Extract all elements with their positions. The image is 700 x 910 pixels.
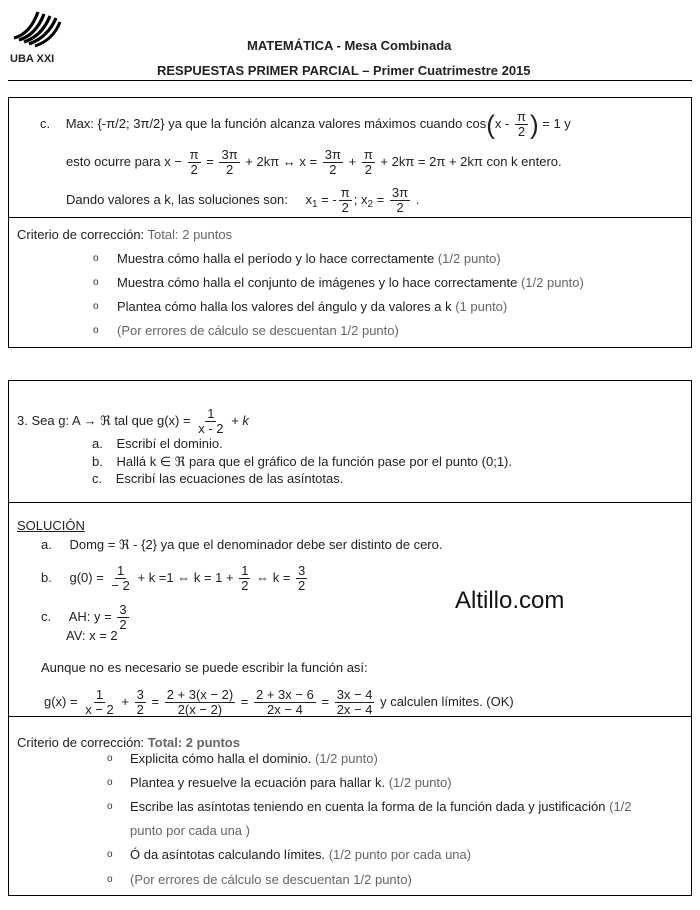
fraction: $\frac{2 + 3x - 6}{2x - 4}$ xyxy=(256,687,314,717)
b-mid2: ⇔ k = xyxy=(256,569,291,585)
plus-sign: + xyxy=(348,153,357,169)
item-text: Domg = ℜ - {2} ya que el denominador debe ser distinto de cero. xyxy=(69,537,443,552)
criteria-item-text: Plantea y resuelve la ecuación para hallar k. xyxy=(130,775,389,790)
criteria-item xyxy=(130,847,471,863)
criteria-item-points: (1/2 punto) xyxy=(314,751,378,766)
fraction: $\frac{3\pi}{2}$ xyxy=(221,147,238,177)
line2-iff: + 2kπ ↔ x = xyxy=(245,153,318,169)
criteria-item xyxy=(117,251,501,267)
criteria-item-text: Muestra cómo halla el período y lo hace correctamente xyxy=(117,251,438,266)
gx-label: g(x) = xyxy=(44,693,78,709)
bullet-icon: o xyxy=(107,777,113,788)
item-letter: c. xyxy=(92,471,103,486)
header-rule xyxy=(8,80,692,81)
bullet-icon: o xyxy=(93,277,99,288)
criteria-item xyxy=(130,799,632,815)
uba-xxi-logo-icon xyxy=(10,4,62,52)
problem3-item-b xyxy=(92,454,512,470)
period: . xyxy=(415,191,420,207)
watermark: Altillo.com xyxy=(455,587,565,614)
solution-formula xyxy=(44,688,514,717)
bullet-icon: o xyxy=(107,801,113,812)
criteria-item-text: Muestra cómo halla el conjunto de imágenes y lo hace correctamente xyxy=(117,275,521,290)
solution-note: Aunque no es necesario se puede escribir la función así: xyxy=(41,660,368,675)
fraction: $\frac{3}{2}$ xyxy=(119,602,127,632)
item-letter: c. xyxy=(41,608,52,624)
x1-sub: 1 xyxy=(311,198,318,210)
criteria-item-points: (Por errores de cálculo se descuentan 1/2 punto) xyxy=(130,872,412,887)
line2-x: x − xyxy=(164,153,183,169)
criteria-item xyxy=(117,323,399,339)
criteria-total: Total: 2 puntos xyxy=(147,735,240,750)
x1: x xyxy=(305,191,312,207)
ah: AH: y = xyxy=(68,608,112,624)
criteria-label: Criterio de corrección: xyxy=(17,735,145,750)
page-subtitle: RESPUESTAS PRIMER PARCIAL – Primer Cuatrimestre 2015 xyxy=(157,63,531,78)
fraction: $\frac{3\pi}{2}$ xyxy=(391,185,409,215)
criteria-item-text: Ó da asíntotas calculando límites. xyxy=(130,847,329,862)
bullet-icon: o xyxy=(107,849,113,860)
criteria-total: Total: 2 puntos xyxy=(147,227,233,242)
solution-av: AV: x = 2 xyxy=(66,628,118,643)
x2-eq: = xyxy=(376,191,385,207)
criteria-item-text: Plantea cómo halla los valores del ángulo y da valores a k xyxy=(117,299,456,314)
gx-label: g(x) = xyxy=(156,412,191,428)
solution-heading: SOLUCIÓN xyxy=(17,518,85,533)
criteria-item xyxy=(130,872,412,888)
item-text: Escribí las ecuaciones de las asíntotas. xyxy=(115,471,344,486)
criteria-item-points: (1/2 punto) xyxy=(437,251,501,266)
problem3-item-a xyxy=(92,436,223,452)
logo-text: UBA XXI xyxy=(10,53,55,65)
solution-b xyxy=(41,564,309,593)
g0: g(0) = xyxy=(69,569,104,585)
criteria-item xyxy=(130,823,250,839)
criteria-item xyxy=(117,299,507,315)
criteria2-heading xyxy=(17,735,240,751)
fraction: $\frac{3}{2}$ xyxy=(298,563,306,593)
item-text: Escribí el dominio. xyxy=(116,436,223,451)
section1-line1 xyxy=(40,110,571,139)
plus-sign: + xyxy=(121,693,129,709)
eq-sign: = xyxy=(206,153,214,169)
formula-tail: y calculen límites. (OK) xyxy=(380,693,514,709)
x2: x xyxy=(360,191,368,207)
fraction: $\frac{3x - 4}{2x - 4}$ xyxy=(336,687,373,717)
criteria-item xyxy=(130,751,378,767)
max-text: Max: {-π/2; 3π/2} ya que la función alcanza valores máximos cuando xyxy=(65,115,463,131)
cos-arg: x - xyxy=(494,115,510,131)
problem3-statement xyxy=(17,407,249,436)
item-text: Hallá k ∈ ℜ para que el gráfico de la función pase por el punto (0;1). xyxy=(116,454,512,469)
fraction: $\frac{1}{x - 2}$ xyxy=(85,687,114,717)
criteria-label: Criterio de corrección: xyxy=(17,227,145,242)
criteria-item-points: (1/2 punto) xyxy=(520,275,584,290)
bullet-icon: o xyxy=(107,753,113,764)
separator: ; xyxy=(353,191,358,207)
criteria-item-points: (Por errores de cálculo se descuentan 1/2 punto) xyxy=(117,323,399,338)
item-letter: a. xyxy=(41,537,52,552)
cos-label: cos xyxy=(465,115,487,131)
section1-line3 xyxy=(66,186,419,215)
criteria-item-points: punto por cada una ) xyxy=(130,823,250,838)
x2-sub: 2 xyxy=(367,198,374,210)
solution-a xyxy=(41,537,442,553)
eq-sign: = xyxy=(240,693,249,709)
item-letter: b. xyxy=(41,569,52,585)
b-mid1: + k =1 ⇔ k = 1 + xyxy=(137,569,234,585)
fraction: $\frac{1}{- 2}$ xyxy=(111,563,130,593)
item-letter: b. xyxy=(92,454,103,469)
page-title: MATEMÁTICA - Mesa Combinada xyxy=(247,38,452,53)
bullet-icon: o xyxy=(93,301,99,312)
problem3-item-c xyxy=(92,471,343,487)
line2-tail: + 2kπ = 2π + 2kπ con k entero. xyxy=(380,153,562,169)
criteria-item-points: (1 punto) xyxy=(455,299,508,314)
problem-intro: Sea g: A → ℜ tal que xyxy=(31,412,154,428)
fraction: $\frac{3}{2}$ xyxy=(136,687,144,717)
section1-divider xyxy=(8,217,692,218)
paren-open: ( xyxy=(486,109,495,140)
criteria-item xyxy=(117,275,584,291)
fraction: $\frac{1}{x - 2}$ xyxy=(198,406,224,436)
criteria-item xyxy=(130,775,452,791)
fraction: $\frac{\pi}{2}$ xyxy=(189,147,199,177)
criteria-item-points: (1/2 punto) xyxy=(388,775,452,790)
item-letter: c. xyxy=(40,115,51,131)
fraction: $\frac{2 + 3(x - 2)}{2(x - 2)}$ xyxy=(166,687,234,717)
section1-line2 xyxy=(66,148,562,177)
eq-sign: = xyxy=(321,693,330,709)
paren-close: ) xyxy=(529,109,539,140)
criteria-item-text: Escribe las asíntotas teniendo en cuenta la forma de la función dada y justificación xyxy=(130,799,610,814)
criteria-item-points: (1/2 punto por cada una) xyxy=(328,847,472,862)
fraction: $\frac{3\pi}{2}$ xyxy=(324,147,341,177)
plus-k: + k xyxy=(231,412,249,428)
problem3-divider xyxy=(8,502,692,503)
line3-prefix: Dando valores a k, las soluciones son: xyxy=(66,191,288,207)
criteria1-heading xyxy=(17,227,232,243)
fraction: $\frac{1}{2}$ xyxy=(241,563,249,593)
bullet-icon: o xyxy=(107,874,113,885)
criteria-item-points: (1/2 xyxy=(609,799,632,814)
bullet-icon: o xyxy=(93,253,99,264)
item-letter: a. xyxy=(92,436,103,451)
problem-number: 3. xyxy=(17,412,28,428)
bullet-icon: o xyxy=(93,325,99,336)
fraction: $\frac{\pi}{2}$ xyxy=(516,109,526,139)
eq-sign: = xyxy=(151,693,160,709)
fraction: $\frac{\pi}{2}$ xyxy=(340,185,350,215)
x1-eq: = - xyxy=(321,191,337,207)
fraction: $\frac{\pi}{2}$ xyxy=(363,147,373,177)
line2-prefix: esto ocurre para xyxy=(66,153,161,169)
eq1: = 1 y xyxy=(542,115,571,131)
criteria-item-text: Explicita cómo halla el dominio. xyxy=(130,751,315,766)
